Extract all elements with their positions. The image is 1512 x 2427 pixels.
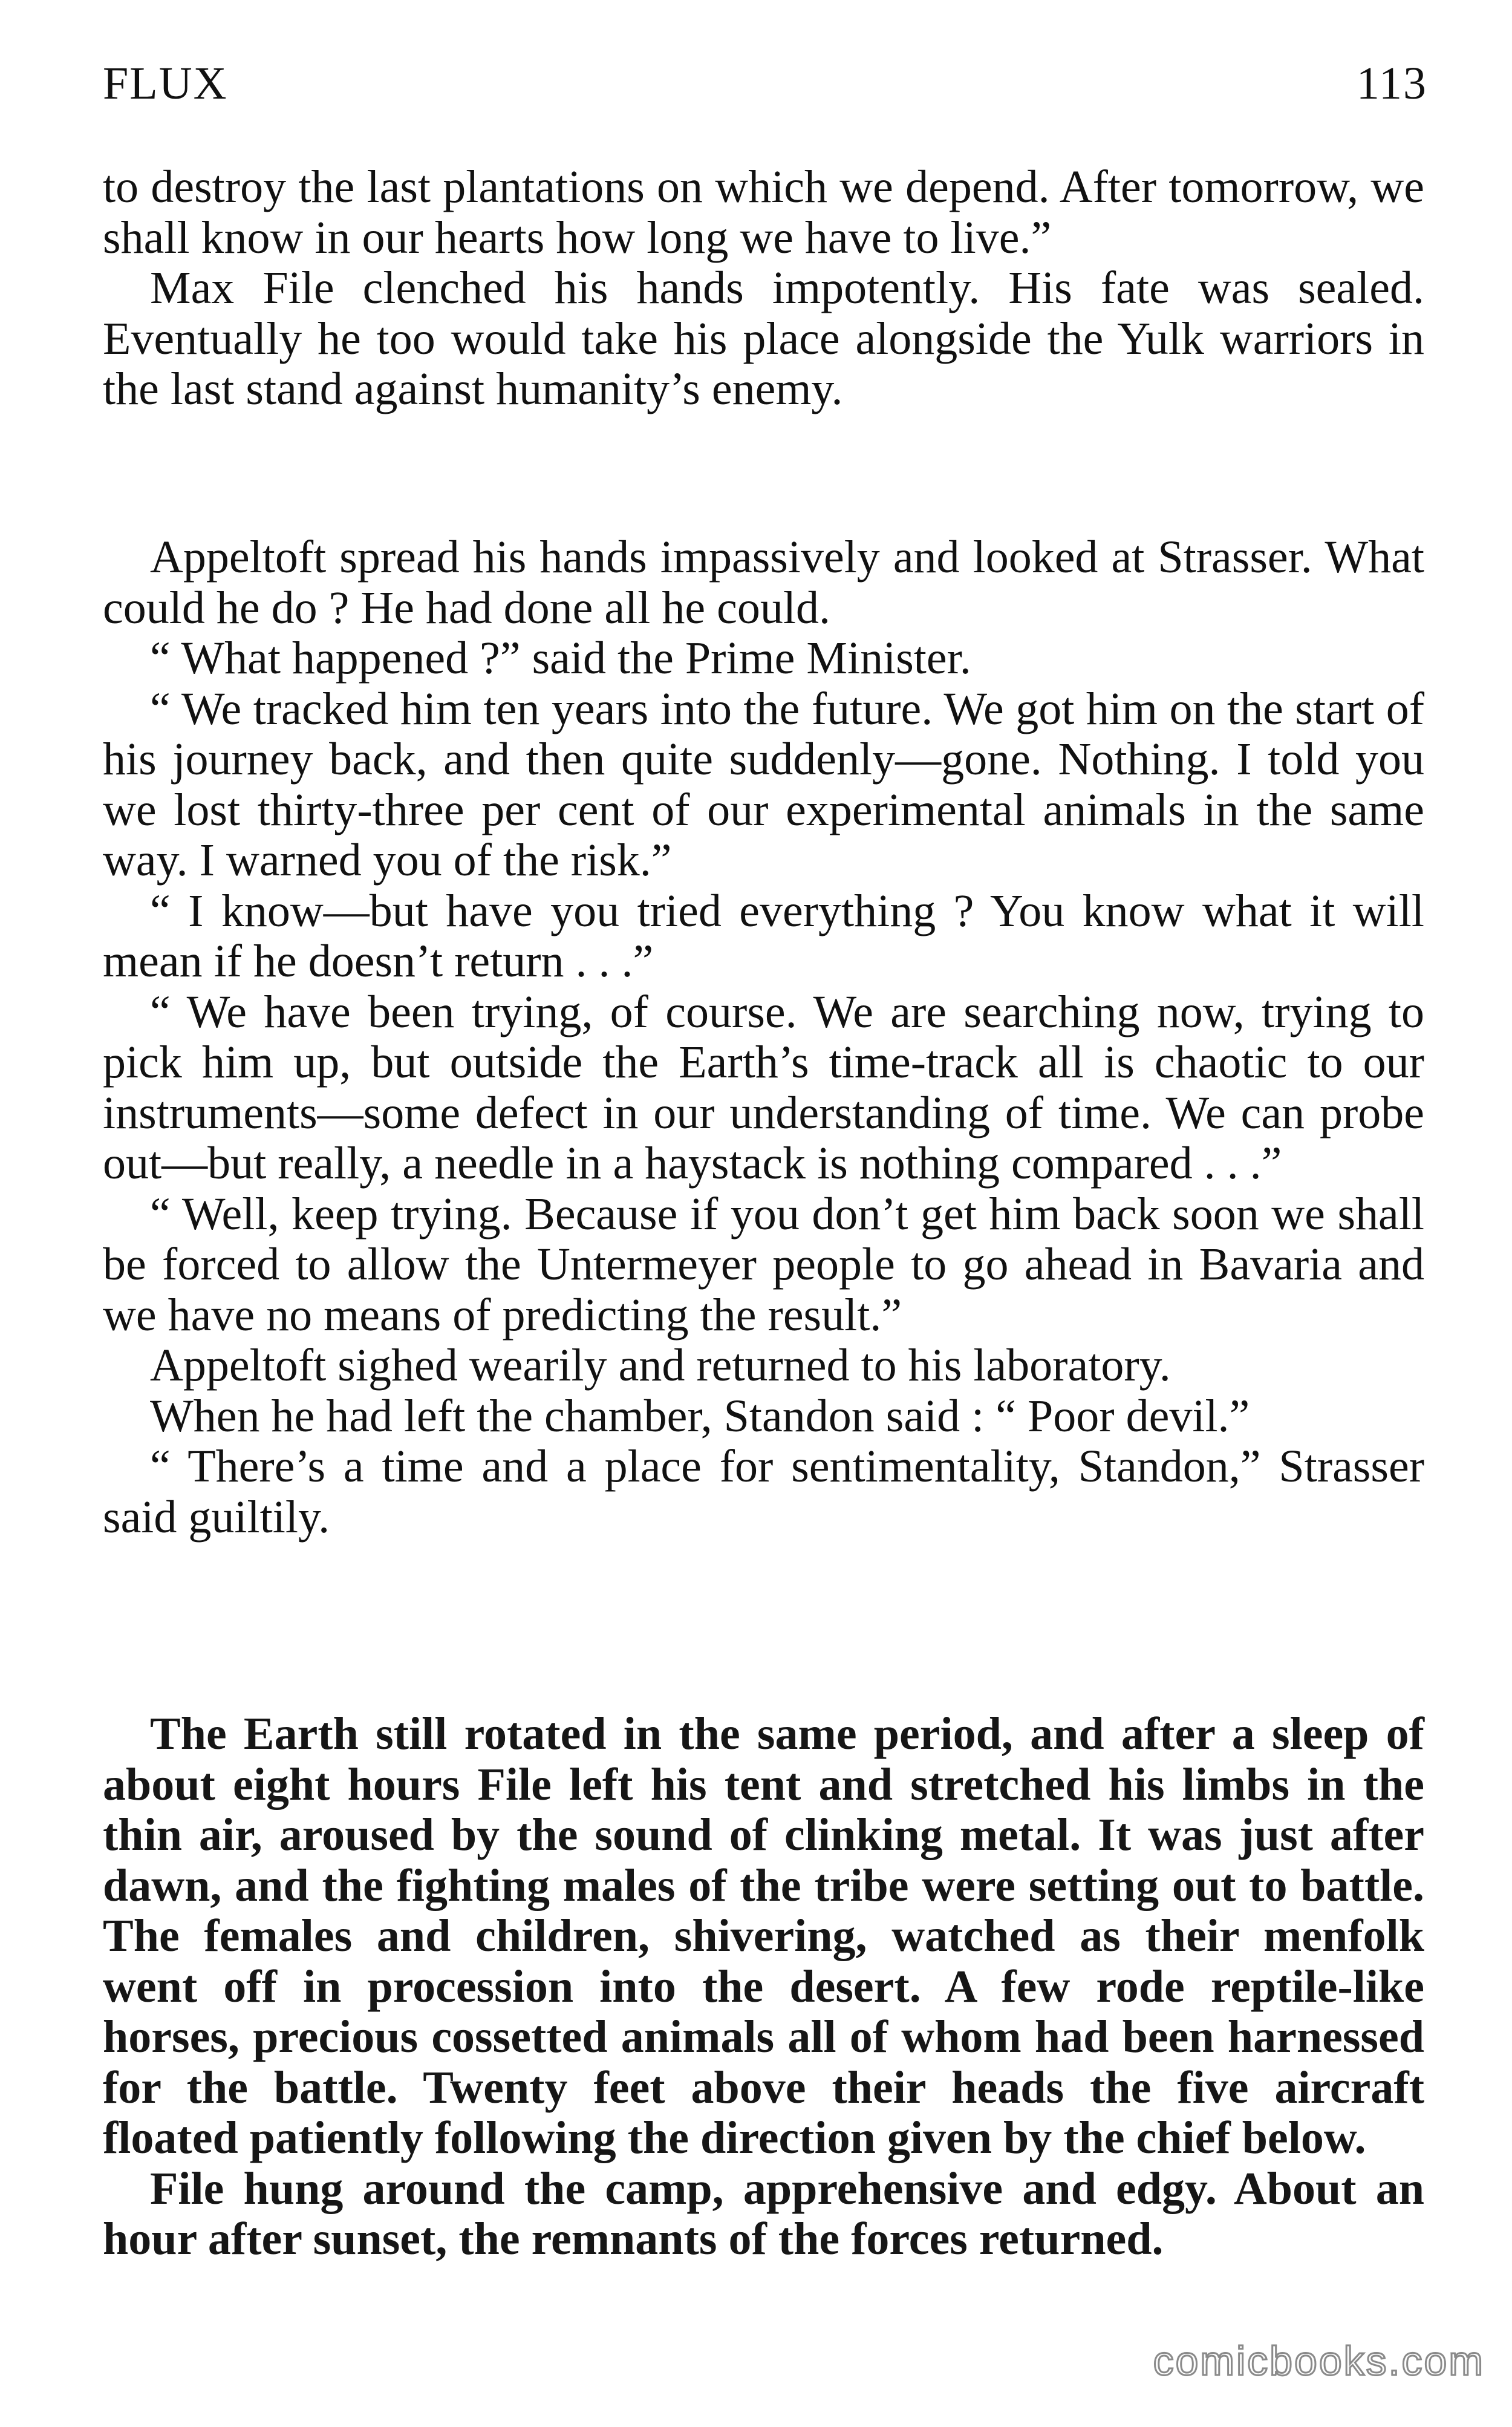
- paragraph: When he had left the chamber, Standon said : “ Poor devil.”: [150, 1390, 1250, 1442]
- running-head: [103, 57, 1427, 112]
- paragraph: “ I know—but have you tried everything ? You know what it will mean if he doesn’t return . . .”: [103, 885, 1424, 987]
- watermark: comicbooks.com: [1153, 2338, 1485, 2384]
- paragraph: “ Well, keep trying. Because if you don’t get him back soon we shall be forced to allow the Untermeyer people to go ahead in Bavaria and we have no means of predicting the result.”: [103, 1188, 1424, 1341]
- text-section-2: [103, 532, 1424, 1543]
- paragraph: File hung around the camp, apprehensive and edgy. About an hour after sunset, the remnants of the forces returned.: [103, 2163, 1424, 2264]
- paragraph-continuation: to destroy the last plantations on which we depend. After tomorrow, we shall know in our hearts how long we have to live.”: [103, 162, 1424, 263]
- paragraph: Appeltoft sighed wearily and returned to his laboratory.: [150, 1340, 1171, 1391]
- paragraph: “ We tracked him ten years into the future. We got him on the start of his journey back, and then quite suddenly—gone. Nothing. I told you we lost thirty-three per cent of our experimental animals in the same way. I warned you of the risk.”: [103, 683, 1424, 886]
- paragraph: “ What happened ?” said the Prime Minister.: [150, 633, 971, 684]
- paragraph: “ There’s a time and a place for sentimentality, Standon,” Strasser said guiltily.: [103, 1441, 1424, 1543]
- text-section-1: [103, 162, 1424, 415]
- running-title: FLUX: [103, 58, 228, 109]
- paragraph: “ We have been trying, of course. We are searching now, trying to pick him up, but outside the Earth’s time-track all is chaotic to our instruments—some defect in our understanding of time. We can probe out—but really, a needle in a haystack is nothing compared . . .”: [103, 986, 1424, 1189]
- text-section-3: [103, 1709, 1424, 2265]
- paragraph: Appeltoft spread his hands impassively and looked at Strasser. What could he do ? He had done all he could.: [103, 532, 1424, 633]
- paragraph: Max File clenched his hands impotently. His fate was sealed. Eventually he too would take his place alongside the Yulk warriors in the last stand against humanity’s enemy.: [103, 263, 1424, 414]
- paragraph: The Earth still rotated in the same period, and after a sleep of about eight hours File left his tent and stretched his limbs in the thin air, aroused by the sound of clinking metal. It was just after dawn, and the fighting males of the tribe were setting out to battle. The females and children, shivering, watched as their menfolk went off in procession into the desert. A few rode reptile-like horses, precious cossetted animals all of whom had been harnessed for the battle. Twenty feet above their heads the five aircraft floated patiently following the direction given by the chief below.: [103, 1708, 1424, 2163]
- page-number: 113: [1356, 58, 1427, 109]
